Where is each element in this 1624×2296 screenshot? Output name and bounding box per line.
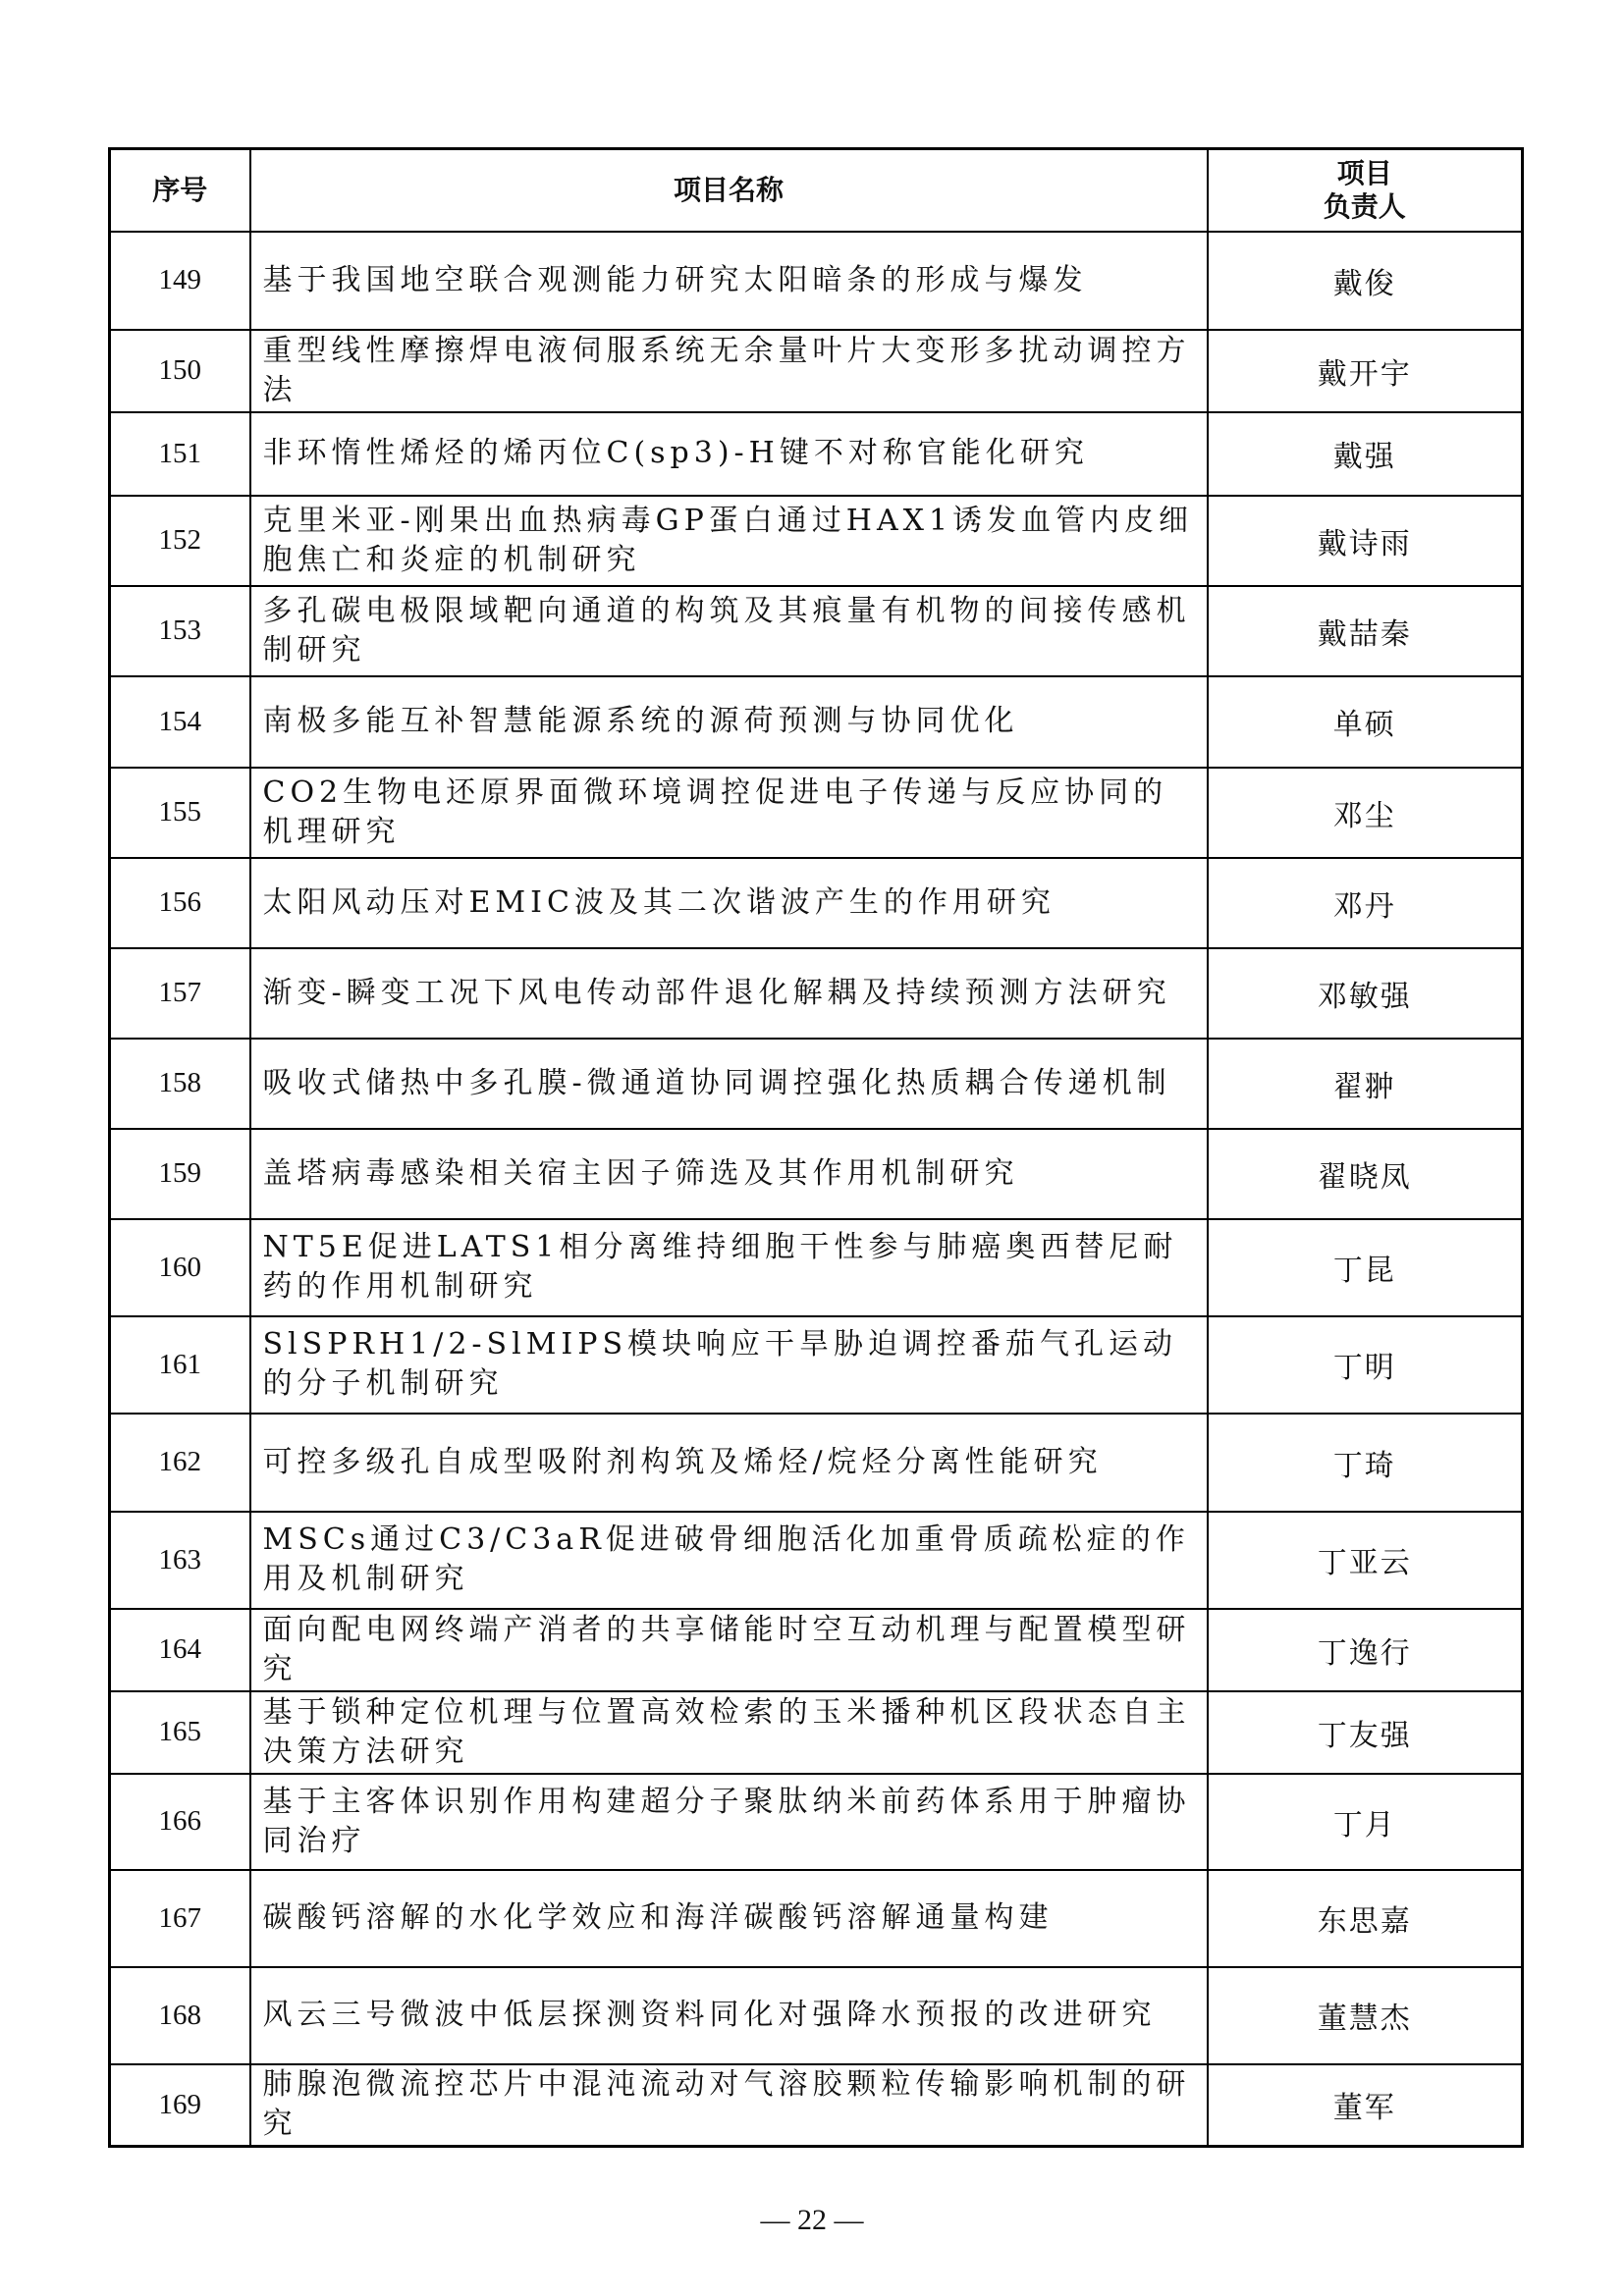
table-row [110,1039,1523,1129]
table-row [110,232,1523,330]
row-project-name: NT5E促进LATS1相分离维持细胞干性参与肺癌奥西替尼耐药的作用机制研究 [250,1219,1208,1316]
row-project-leader: 戴喆秦 [1208,586,1523,676]
table-row [110,1609,1523,1691]
row-project-leader: 董军 [1208,2064,1523,2147]
table-row [110,496,1523,586]
table-row [110,1414,1523,1512]
row-serial-number: 163 [110,1512,250,1609]
header-serial-number: 序号 [110,149,250,232]
row-project-leader: 东思嘉 [1208,1870,1523,1967]
table-row [110,2064,1523,2147]
row-project-name: 基于锁种定位机理与位置高效检索的玉米播种机区段状态自主决策方法研究 [250,1691,1208,1774]
header-project-leader-line2: 负责人 [1323,189,1406,223]
row-project-name: SlSPRH1/2-SlMIPS模块响应干旱胁迫调控番茄气孔运动的分子机制研究 [250,1316,1208,1414]
header-project-leader-line1: 项目 [1336,156,1392,189]
row-project-leader: 丁琦 [1208,1414,1523,1512]
row-project-leader: 邓丹 [1208,858,1523,948]
table-row [110,768,1523,858]
table-row [110,412,1523,496]
row-serial-number: 150 [110,330,250,412]
page-number: — 22 — [760,2204,864,2236]
table-row [110,1512,1523,1609]
table-header-row [110,149,1523,232]
row-project-leader: 丁亚云 [1208,1512,1523,1609]
row-project-leader: 董慧杰 [1208,1967,1523,2064]
row-project-name: 可控多级孔自成型吸附剂构筑及烯烃/烷烃分离性能研究 [250,1414,1208,1512]
row-serial-number: 169 [110,2064,250,2147]
row-project-leader: 翟晓凤 [1208,1129,1523,1219]
row-project-leader: 邓尘 [1208,768,1523,858]
row-project-name: 渐变-瞬变工况下风电传动部件退化解耦及持续预测方法研究 [250,948,1208,1039]
row-project-leader: 戴开宇 [1208,330,1523,412]
row-project-leader: 翟翀 [1208,1039,1523,1129]
row-serial-number: 166 [110,1774,250,1870]
row-project-leader: 丁明 [1208,1316,1523,1414]
table-row [110,330,1523,412]
row-serial-number: 161 [110,1316,250,1414]
row-project-name: 面向配电网终端产消者的共享储能时空互动机理与配置模型研究 [250,1609,1208,1691]
row-project-name: 盖塔病毒感染相关宿主因子筛选及其作用机制研究 [250,1129,1208,1219]
row-serial-number: 162 [110,1414,250,1512]
row-serial-number: 155 [110,768,250,858]
row-serial-number: 160 [110,1219,250,1316]
row-project-leader: 戴强 [1208,412,1523,496]
table-row [110,586,1523,676]
row-project-name: MSCs通过C3/C3aR促进破骨细胞活化加重骨质疏松症的作用及机制研究 [250,1512,1208,1609]
row-project-name: 碳酸钙溶解的水化学效应和海洋碳酸钙溶解通量构建 [250,1870,1208,1967]
row-serial-number: 164 [110,1609,250,1691]
project-table-container [108,147,1521,2148]
row-project-leader: 邓敏强 [1208,948,1523,1039]
project-table [108,147,1524,2148]
row-project-name: 肺腺泡微流控芯片中混沌流动对气溶胶颗粒传输影响机制的研究 [250,2064,1208,2147]
table-row [110,1691,1523,1774]
table-row [110,1316,1523,1414]
row-project-leader: 丁昆 [1208,1219,1523,1316]
row-project-leader: 单硕 [1208,676,1523,768]
row-project-name: 非环惰性烯烃的烯丙位C(sp3)-H键不对称官能化研究 [250,412,1208,496]
row-project-leader: 丁逸行 [1208,1609,1523,1691]
row-serial-number: 154 [110,676,250,768]
table-row [110,948,1523,1039]
row-project-name: 风云三号微波中低层探测资料同化对强降水预报的改进研究 [250,1967,1208,2064]
row-serial-number: 153 [110,586,250,676]
row-project-name: 基于我国地空联合观测能力研究太阳暗条的形成与爆发 [250,232,1208,330]
table-row [110,1967,1523,2064]
header-project-name: 项目名称 [250,149,1208,232]
row-project-leader: 戴俊 [1208,232,1523,330]
table-row [110,1774,1523,1870]
row-serial-number: 149 [110,232,250,330]
row-serial-number: 165 [110,1691,250,1774]
row-serial-number: 167 [110,1870,250,1967]
header-project-leader [1208,149,1523,232]
row-project-name: 基于主客体识别作用构建超分子聚肽纳米前药体系用于肿瘤协同治疗 [250,1774,1208,1870]
row-project-name: 吸收式储热中多孔膜-微通道协同调控强化热质耦合传递机制 [250,1039,1208,1129]
row-serial-number: 158 [110,1039,250,1129]
row-project-name: CO2生物电还原界面微环境调控促进电子传递与反应协同的机理研究 [250,768,1208,858]
row-serial-number: 151 [110,412,250,496]
row-serial-number: 159 [110,1129,250,1219]
table-row [110,676,1523,768]
row-project-leader: 丁友强 [1208,1691,1523,1774]
row-project-leader: 戴诗雨 [1208,496,1523,586]
table-row [110,858,1523,948]
row-project-leader: 丁月 [1208,1774,1523,1870]
row-serial-number: 157 [110,948,250,1039]
table-row [110,1870,1523,1967]
row-project-name: 多孔碳电极限域靶向通道的构筑及其痕量有机物的间接传感机制研究 [250,586,1208,676]
row-project-name: 太阳风动压对EMIC波及其二次谐波产生的作用研究 [250,858,1208,948]
table-row [110,1219,1523,1316]
row-project-name: 重型线性摩擦焊电液伺服系统无余量叶片大变形多扰动调控方法 [250,330,1208,412]
row-serial-number: 168 [110,1967,250,2064]
row-serial-number: 152 [110,496,250,586]
row-serial-number: 156 [110,858,250,948]
row-project-name: 克里米亚-刚果出血热病毒GP蛋白通过HAX1诱发血管内皮细胞焦亡和炎症的机制研究 [250,496,1208,586]
row-project-name: 南极多能互补智慧能源系统的源荷预测与协同优化 [250,676,1208,768]
table-row [110,1129,1523,1219]
